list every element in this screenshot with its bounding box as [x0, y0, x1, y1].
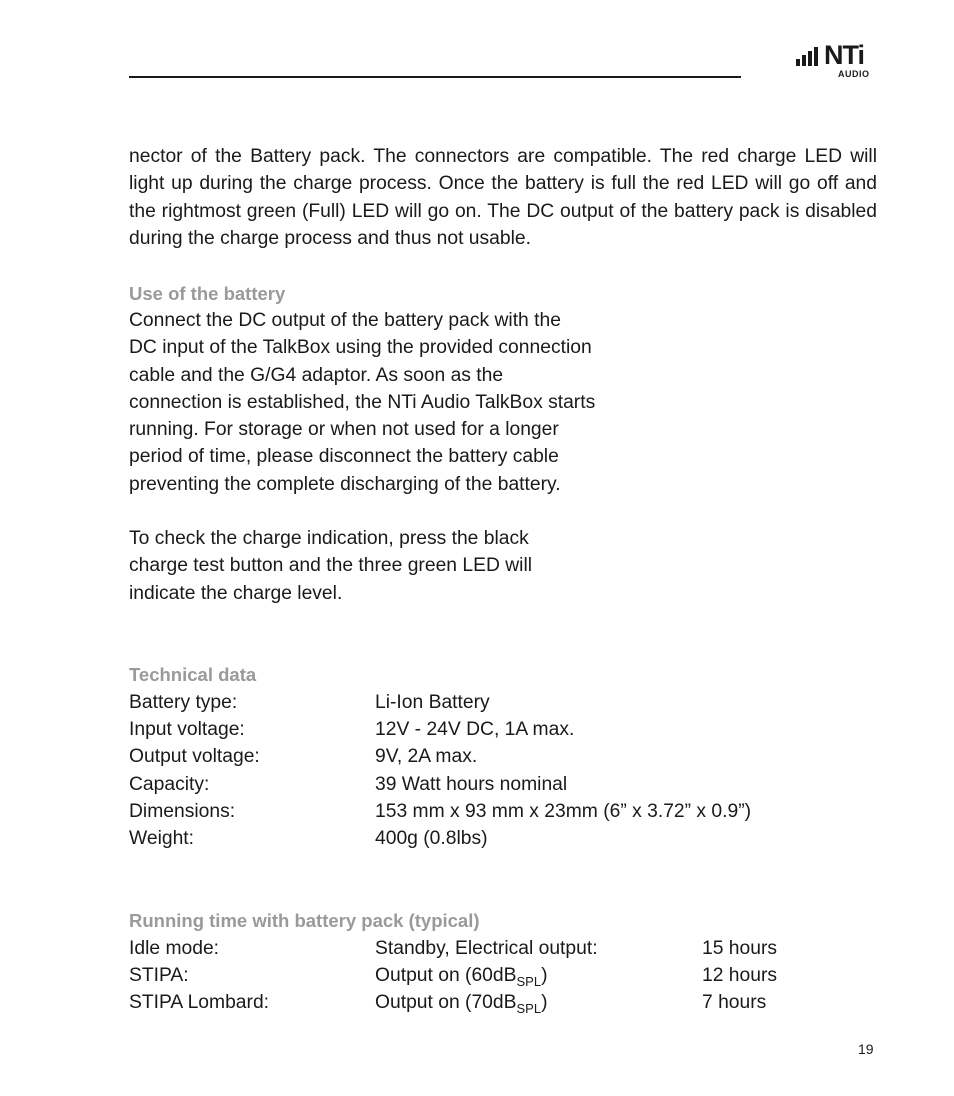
running-time: 12 hours [702, 965, 778, 986]
running-desc [375, 962, 548, 989]
tech-row-input-voltage [129, 716, 889, 743]
tech-label: Weight: [129, 828, 195, 849]
tech-row-dimensions [129, 798, 889, 825]
tech-label: Output voltage: [129, 746, 260, 767]
running-mode: Idle mode: [129, 938, 220, 959]
tech-row-capacity [129, 771, 889, 798]
running-desc-text: Output on (70dB [375, 992, 517, 1013]
tech-value: 400g (0.8lbs) [375, 828, 488, 849]
text-line: connection is established, the NTi Audio TalkBox starts [129, 391, 596, 413]
page-number: 19 [858, 1041, 874, 1057]
running-row-stipa-lombard [129, 989, 889, 1016]
text-line: charge test button and the three green LED will [129, 555, 533, 577]
logo-sub: AUDIO [838, 69, 870, 79]
tech-value: 153 mm x 93 mm x 23mm (6” x 3.72” x 0.9”) [375, 801, 752, 822]
text-line: indicate the charge level. [129, 582, 343, 604]
running-desc-end: ) [541, 965, 548, 986]
text-line: Connect the DC output of the battery pack with the [129, 310, 561, 331]
use-paragraph-1 [129, 307, 595, 498]
running-time: 15 hours [702, 938, 778, 959]
running-desc-text: Standby, Electrical output: [375, 938, 598, 959]
tech-value: 39 Watt hours nominal [375, 774, 568, 795]
running-row-stipa [129, 962, 889, 989]
running-desc [375, 935, 598, 962]
tech-row-battery-type [129, 689, 889, 716]
intro-paragraph: nector of the Battery pack. The connectors are compatible. The red charge LED will light up during the charge process. Once the battery is full the red LED will go off and the rightmost green (Full) LED will go on. The DC output of the battery pack is disabled during the charge process and thus not usable. [129, 146, 877, 249]
text-line: DC input of the TalkBox using the provided connection [129, 337, 592, 359]
running-mode: STIPA Lombard: [129, 992, 270, 1013]
tech-value: 12V - 24V DC, 1A max. [375, 719, 575, 740]
use-of-battery-heading: Use of the battery [129, 283, 286, 304]
running-desc-text: Output on (60dB [375, 965, 517, 986]
tech-value: Li-Ion Battery [375, 692, 490, 713]
running-desc-end: ) [541, 992, 548, 1013]
header-rule [129, 76, 741, 78]
text-line: period of time, please disconnect the battery cable [129, 446, 559, 468]
tech-label: Input voltage: [129, 719, 245, 740]
tech-value: 9V, 2A max. [375, 746, 478, 767]
running-mode: STIPA: [129, 965, 189, 986]
running-time: 7 hours [702, 992, 767, 1013]
signal-bars-icon [796, 46, 826, 66]
tech-row-output-voltage [129, 743, 889, 770]
use-paragraph-2 [129, 525, 532, 607]
tech-label: Battery type: [129, 692, 238, 713]
running-desc-sub: SPL [516, 1001, 542, 1016]
nti-audio-logo [796, 40, 878, 80]
text-line: running. For storage or when not used for a longer [129, 419, 559, 441]
tech-row-weight [129, 825, 889, 852]
running-time-heading: Running time with battery pack (typical) [129, 910, 480, 931]
technical-data-heading: Technical data [129, 664, 257, 685]
text-line: To check the charge indication, press the black [129, 528, 529, 549]
tech-label: Dimensions: [129, 801, 236, 822]
tech-label: Capacity: [129, 774, 210, 795]
running-row-idle [129, 935, 889, 962]
running-desc [375, 989, 548, 1016]
text-line: cable and the G/G4 adaptor. As soon as the [129, 364, 504, 386]
text-line: preventing the complete discharging of the battery. [129, 473, 561, 495]
logo-brand: NTi [824, 40, 865, 70]
running-desc-sub: SPL [516, 974, 542, 989]
